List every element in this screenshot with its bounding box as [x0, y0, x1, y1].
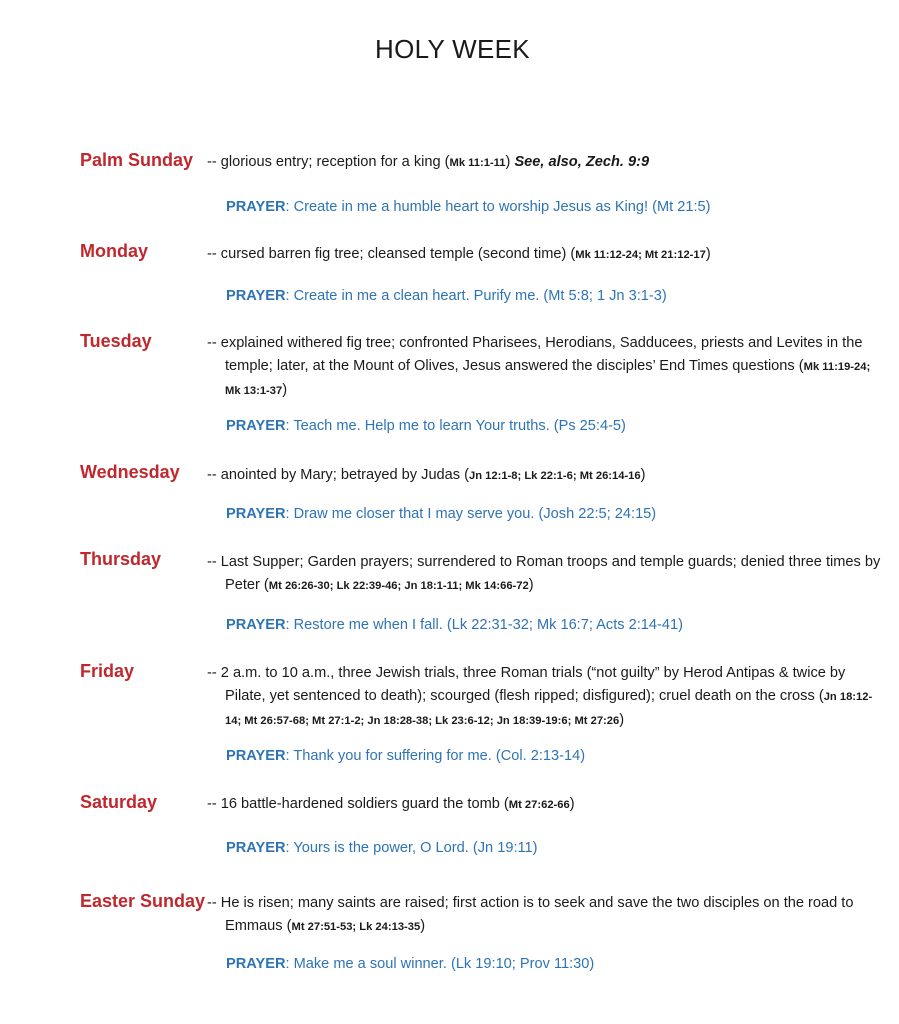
- day-description: [207, 551, 885, 598]
- day-description: [207, 243, 885, 267]
- prayer-label: PRAYER: [226, 418, 286, 434]
- day-description: [207, 332, 885, 403]
- scripture-reference: Jn 12:1-8; Lk 22:1-6; Mt 26:14-16: [469, 470, 641, 482]
- description-text: -- anointed by Mary; betrayed by Judas (: [207, 467, 470, 483]
- day-label: Friday: [80, 661, 135, 681]
- description-text: -- 2 a.m. to 10 a.m., three Jewish trials, three Roman trials (“not guilty” by Herod Antipas & twice by Pilate, yet sentenced to death); scourged (flesh ripped; disfigured); cruel death on the cross (: [207, 665, 846, 704]
- scripture-reference: Mt 27:51-53; Lk 24:13-35: [291, 921, 421, 933]
- scripture-reference: Mt 27:62-66: [508, 799, 570, 811]
- day-label: Palm Sunday: [80, 150, 194, 170]
- prayer-text: : Create in me a clean heart. Purify me. (Mt 5:8; 1 Jn 3:1-3): [285, 288, 667, 304]
- prayer-text: : Make me a soul winner. (Lk 19:10; Prov 11:30): [285, 956, 595, 972]
- description-close: ): [640, 467, 646, 483]
- prayer-line: [226, 199, 711, 215]
- prayer-line: [226, 956, 594, 972]
- day-description: [207, 151, 885, 175]
- see-also-note: See, also, Zech. 9:9: [514, 154, 650, 170]
- day-description: [207, 793, 885, 817]
- prayer-text: : Teach me. Help me to learn Your truths. (Ps 25:4-5): [285, 418, 626, 434]
- prayer-line: [226, 418, 626, 434]
- scripture-reference: Mk 11:1-11: [449, 157, 506, 169]
- day-label: Thursday: [80, 549, 162, 569]
- scripture-reference: Mt 26:26-30; Lk 22:39-46; Jn 18:1-11; Mk 14:66-72: [268, 580, 529, 592]
- day-description: [207, 464, 885, 488]
- prayer-label: PRAYER: [226, 617, 286, 633]
- description-text: -- 16 battle-hardened soldiers guard the tomb (: [207, 796, 509, 812]
- description-close: ): [705, 246, 711, 262]
- day-description: [207, 662, 885, 733]
- day-description: [207, 892, 885, 939]
- prayer-line: [226, 748, 585, 764]
- prayer-label: PRAYER: [226, 506, 286, 522]
- prayer-label: PRAYER: [226, 288, 286, 304]
- prayer-text: : Draw me closer that I may serve you. (Josh 22:5; 24:15): [285, 506, 657, 522]
- scripture-reference: Mk 11:19-24; Mk 13:1-37: [225, 361, 871, 397]
- day-label: Monday: [80, 241, 149, 261]
- prayer-text: : Yours is the power, O Lord. (Jn 19:11): [285, 840, 538, 856]
- prayer-text: : Thank you for suffering for me. (Col. 2:13-14): [285, 748, 586, 764]
- prayer-line: [226, 840, 538, 856]
- day-label: Wednesday: [80, 462, 180, 482]
- description-text: -- explained withered fig tree; confronted Pharisees, Herodians, Sadducees, priests and Levites in the temple; later, at the Mount of Olives, Jesus answered the disciples’ End Times questions (: [207, 335, 863, 374]
- description-close: ): [528, 577, 534, 593]
- prayer-line: [226, 617, 683, 633]
- description-text: -- cursed barren fig tree; cleansed temple (second time) (: [207, 246, 576, 262]
- prayer-text: : Restore me when I fall. (Lk 22:31-32; Mk 16:7; Acts 2:14-41): [285, 617, 683, 633]
- prayer-text: : Create in me a humble heart to worship Jesus as King! (Mt 21:5): [285, 199, 711, 215]
- prayer-label: PRAYER: [226, 199, 286, 215]
- prayer-label: PRAYER: [226, 840, 286, 856]
- prayer-line: [226, 506, 656, 522]
- description-close: ): [569, 796, 575, 812]
- description-close: ): [420, 918, 426, 934]
- day-label: Tuesday: [80, 331, 152, 351]
- scripture-reference: Jn 18:12-14; Mt 26:57-68; Mt 27:1-2; Jn 18:28-38; Lk 23:6-12; Jn 18:39-19:6; Mt 27:26: [225, 691, 873, 727]
- description-close: ): [282, 382, 288, 398]
- description-close: ): [505, 154, 515, 170]
- page-title: HOLY WEEK: [375, 34, 530, 64]
- prayer-line: [226, 288, 667, 304]
- day-label: Easter Sunday: [80, 891, 206, 911]
- prayer-label: PRAYER: [226, 748, 286, 764]
- description-close: ): [619, 712, 625, 728]
- scripture-reference: Mk 11:12-24; Mt 21:12-17: [575, 249, 706, 261]
- prayer-label: PRAYER: [226, 956, 286, 972]
- description-text: -- glorious entry; reception for a king (: [207, 154, 450, 170]
- description-text: -- He is risen; many saints are raised; first action is to seek and save the two disciples on the road to Emmaus (: [207, 895, 854, 934]
- description-text: -- Last Supper; Garden prayers; surrendered to Roman troops and temple guards; denied three times by Peter (: [207, 554, 881, 593]
- day-label: Saturday: [80, 792, 158, 812]
